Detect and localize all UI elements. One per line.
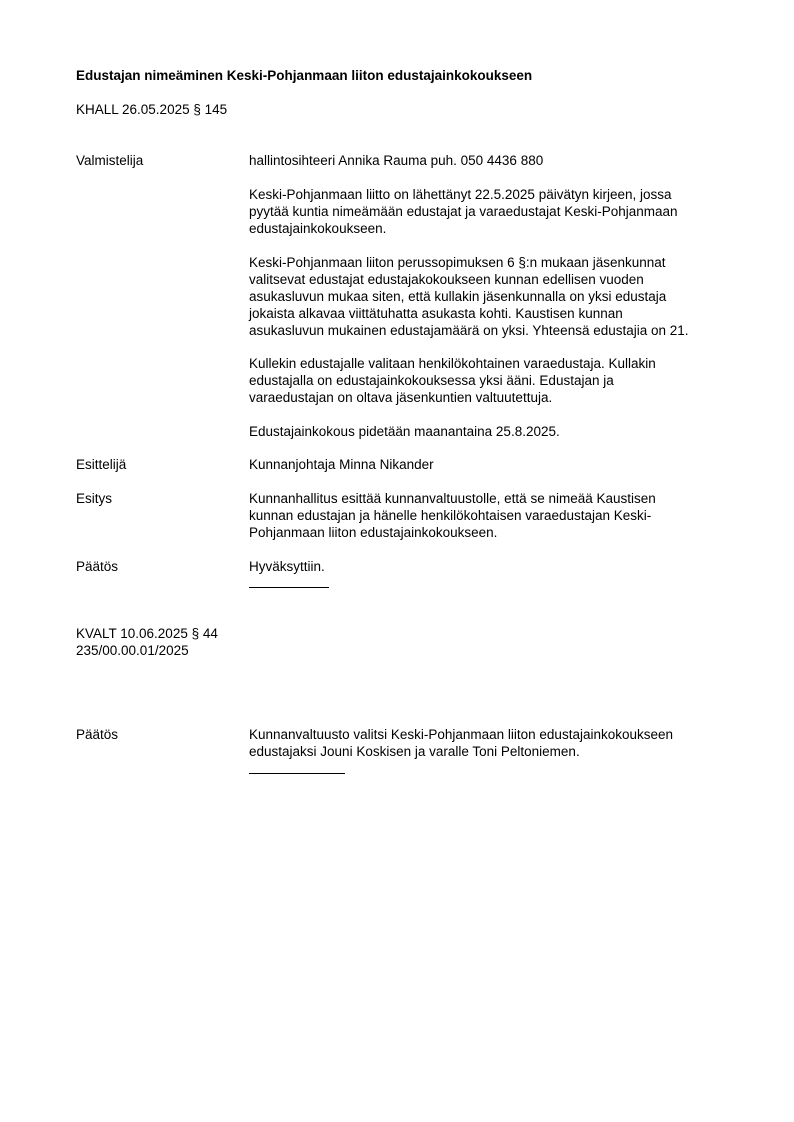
kvalt-reference: KVALT 10.06.2025 § 44 bbox=[76, 626, 218, 641]
paatos-2-line-2: edustajaksi Jouni Koskisen ja varalle Toni Peltoniemen. bbox=[249, 744, 580, 759]
paragraph-1-line-1: Keski-Pohjanmaan liitto on lähettänyt 22.5.2025 päivätyn kirjeen, jossa bbox=[249, 187, 672, 202]
paragraph-2-line-3: asukasluvun mukaa siten, että kullakin jäsenkunnalla on yksi edustaja bbox=[249, 289, 667, 304]
document-title: Edustajan nimeäminen Keski-Pohjanmaan liiton edustajainkokoukseen bbox=[76, 68, 533, 83]
paragraph-2-line-4: jokaista alkavaa viittätuhatta asukasta kohti. Kaustisen kunnan bbox=[249, 306, 623, 321]
valmistelija-label: Valmistelija bbox=[76, 153, 144, 168]
esitys-label: Esitys bbox=[76, 491, 113, 506]
paatos-1-value: Hyväksyttiin. bbox=[249, 559, 325, 574]
paragraph-2-line-1: Keski-Pohjanmaan liiton perussopimuksen 6 §:n mukaan jäsenkunnat bbox=[249, 255, 666, 270]
diary-number: 235/00.00.01/2025 bbox=[76, 643, 189, 658]
signature-rule-1 bbox=[249, 587, 329, 588]
esittelija-label: Esittelijä bbox=[76, 457, 127, 472]
paatos-2-line-1: Kunnanvaltuusto valitsi Keski-Pohjanmaan liiton edustajainkokoukseen bbox=[249, 727, 674, 742]
esitys-line-2: kunnan edustajan ja hänelle henkilökohtaisen varaedustajan Keski- bbox=[249, 508, 652, 523]
signature-rule-2 bbox=[249, 773, 345, 774]
paragraph-2-line-2: valitsevat edustajat edustajakokoukseen kunnan edellisen vuoden bbox=[249, 272, 644, 287]
esitys-line-1: Kunnanhallitus esittää kunnanvaltuustolle, että se nimeää Kaustisen bbox=[249, 491, 656, 506]
khall-reference: KHALL 26.05.2025 § 145 bbox=[76, 102, 228, 117]
paragraph-1-line-2: pyytää kuntia nimeämään edustajat ja varaedustajat Keski-Pohjanmaan bbox=[249, 204, 678, 219]
paragraph-3-line-3: varaedustajan on oltava jäsenkuntien valtuutettuja. bbox=[249, 390, 553, 405]
paatos-2-label: Päätös bbox=[76, 727, 119, 742]
paragraph-4: Edustajainkokous pidetään maanantaina 25.8.2025. bbox=[249, 424, 560, 439]
paragraph-1-line-3: edustajainkokoukseen. bbox=[249, 221, 387, 236]
preparer-text: hallintosihteeri Annika Rauma puh. 050 4436 880 bbox=[249, 153, 544, 168]
esitys-line-3: Pohjanmaan liiton edustajainkokoukseen. bbox=[249, 525, 498, 540]
paragraph-2-line-5: asukasluvun mukainen edustajamäärä on yksi. Yhteensä edustajia on 21. bbox=[249, 323, 689, 338]
paragraph-3-line-2: edustajalla on edustajainkokouksessa yksi ääni. Edustajan ja bbox=[249, 373, 614, 388]
paragraph-3-line-1: Kullekin edustajalle valitaan henkilökohtainen varaedustaja. Kullakin bbox=[249, 356, 656, 371]
esittelija-value: Kunnanjohtaja Minna Nikander bbox=[249, 457, 434, 472]
paatos-1-label: Päätös bbox=[76, 559, 119, 574]
